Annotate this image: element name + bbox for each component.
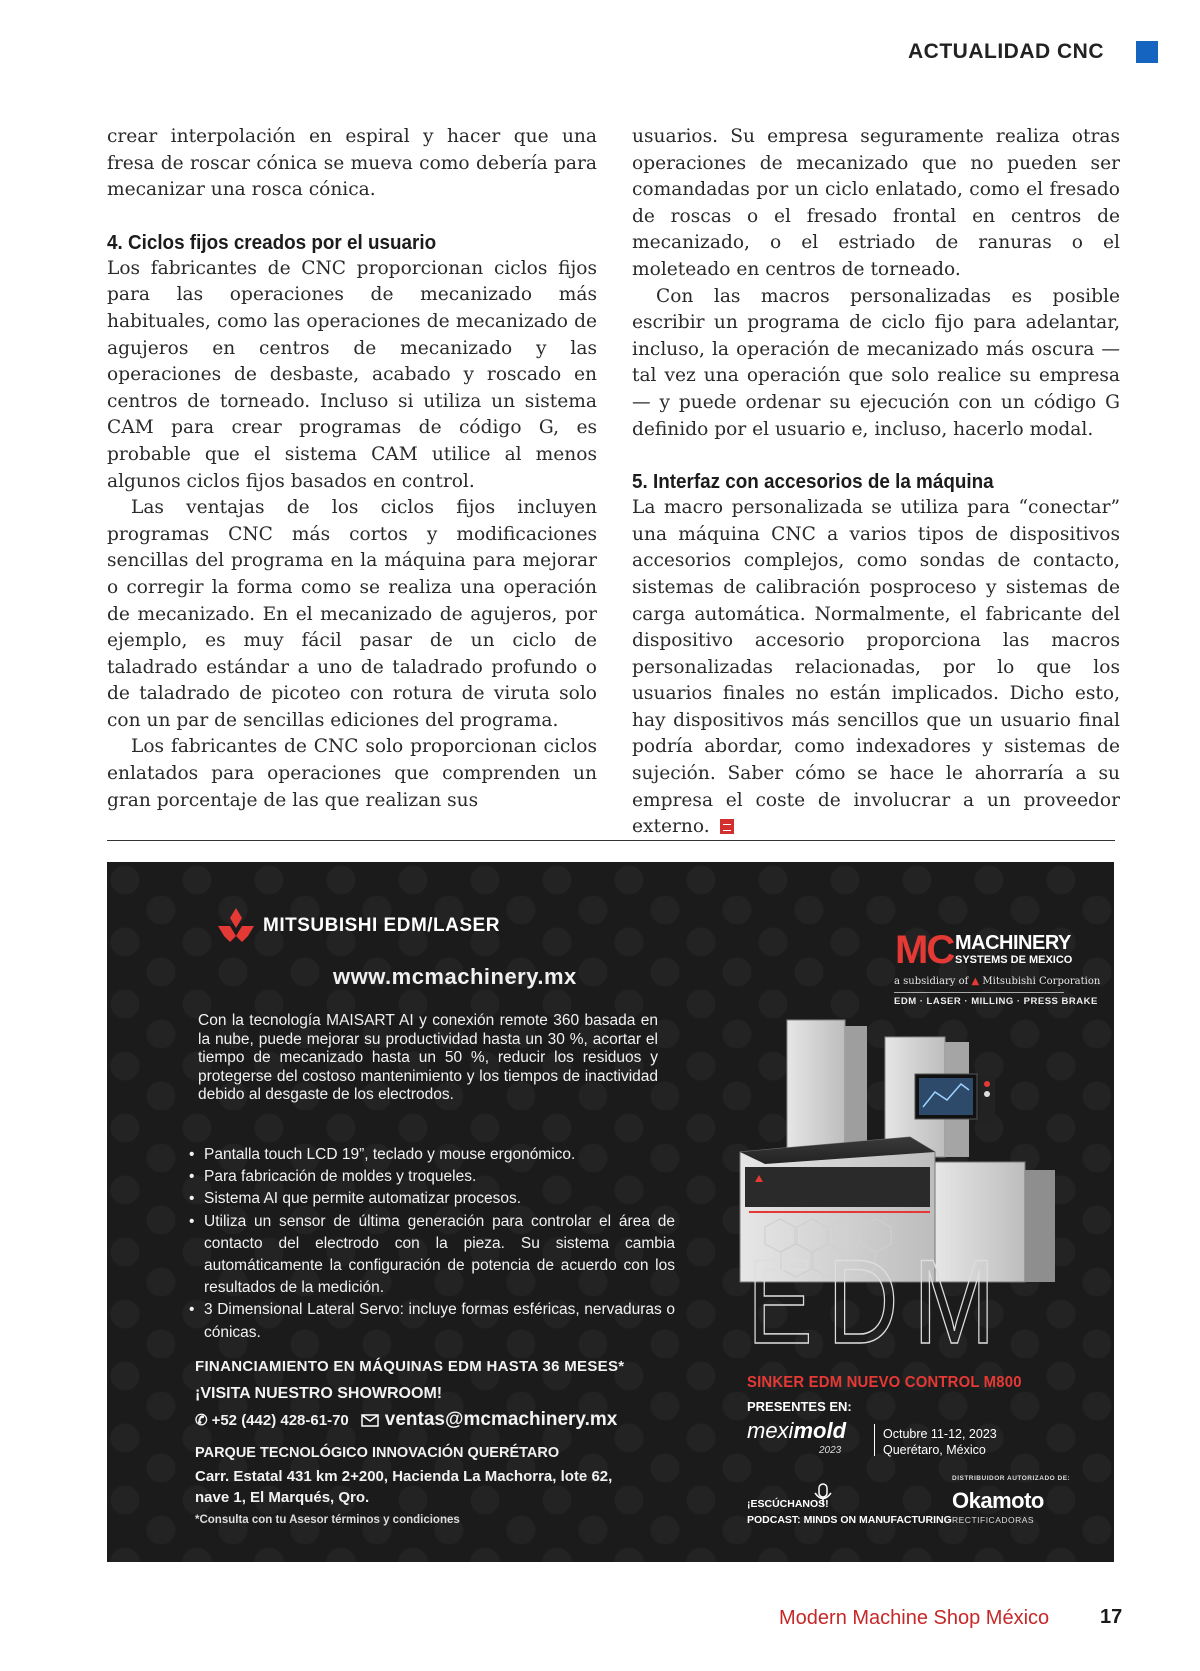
rectificadoras-text: RECTIFICADORAS	[952, 1515, 1035, 1525]
email-link[interactable]: ventas@mcmachinery.mx	[384, 1409, 618, 1430]
section-title: ACTUALIDAD CNC	[908, 40, 1104, 63]
edm-outline-text: EDM	[747, 1235, 1010, 1369]
list-item: • Utiliza un sensor de última generación para controlar el área de contacto del electrodo con la pieza. Su sistema cambia automáticamente la configuración de potencia de acuerdo con los resultados de la medición.	[204, 1211, 675, 1300]
mail-icon	[361, 1414, 379, 1427]
divider	[894, 992, 1064, 993]
mitsubishi-brand	[215, 908, 500, 944]
phone-number[interactable]: +52 (442) 428-61-70	[211, 1411, 349, 1429]
paragraph: crear interpolación en espiral y hacer que una fresa de roscar cónica se mueva como debería para mecanizar una rosca cónica.	[107, 126, 597, 201]
subsidiary-line	[894, 976, 1100, 987]
podcast-text: PODCAST: MINDS ON MANUFACTURING	[747, 1514, 952, 1526]
categories: EDM · LASER · MILLING · PRESS BRAKE	[894, 996, 1098, 1007]
website-link[interactable]: www.mcmachinery.mx	[333, 964, 577, 989]
mc-machinery-logo	[895, 928, 1073, 972]
subsidiary-name: Mitsubishi Corporation	[982, 976, 1101, 987]
subsidiary-prefix: a subsidiary of	[894, 976, 969, 987]
disclaimer: *Consulta con tu Asesor términos y condiciones	[195, 1514, 460, 1526]
address	[195, 1466, 612, 1508]
distributor-label: DISTRIBUIDOR AUTORIZADO DE:	[952, 1475, 1071, 1482]
left-column	[107, 124, 597, 814]
heading-section-5: 5. Interfaz con accesorios de la máquina	[632, 470, 994, 494]
ad-intro: Con la tecnología MAISART AI y conexión remote 360 basada en la nube, puede mejorar su productividad hasta un 30 %, acortar el tiempo de mecanizado hasta un 50 %, reducir los residuos y protegerse del costoso mantenimiento y los tiempos de inactividad debido al desgaste de los electrodos.	[198, 1012, 658, 1103]
list-item: • Sistema AI que permite automatizar procesos.	[204, 1188, 675, 1210]
phone-icon: ✆	[195, 1412, 208, 1429]
advertisement	[107, 862, 1114, 1562]
paragraph-final	[632, 495, 1120, 841]
presentes-text: PRESENTES EN:	[747, 1399, 852, 1414]
right-column	[632, 124, 1120, 841]
meximold-mexi: mexi	[747, 1418, 794, 1443]
mitsubishi-small-icon: ▲	[971, 976, 980, 987]
event-info	[883, 1426, 997, 1458]
heading-section-4: 4. Ciclos fijos creados por el usuario	[107, 230, 437, 254]
feature-list	[187, 1144, 675, 1344]
showroom-text: ¡VISITA NUESTRO SHOWROOM!	[195, 1385, 443, 1402]
list-item: • Para fabricación de moldes y troqueles.	[204, 1166, 675, 1188]
paragraph: Con las macros personalizadas es posible escribir un programa de ciclo fijo para adelantar, incluso, la operación de mecanizado más oscura —tal vez una operación que solo realice su empresa— y puede ordenar su ejecución con un código G definido por el usuario e, incluso, hacerlo modal.	[632, 285, 1120, 440]
divider	[874, 1424, 875, 1456]
divider	[107, 840, 1115, 841]
list-item: • Pantalla touch LCD 19”, teclado y mouse ergonómico.	[204, 1144, 675, 1166]
address-line: nave 1, El Marqués, Qro.	[195, 1489, 370, 1506]
list-item: • 3 Dimensional Lateral Servo: incluye formas esféricas, nervaduras o cónicas.	[204, 1299, 675, 1343]
mc-letters: MC	[895, 928, 954, 972]
article-end-icon	[720, 819, 734, 834]
meximold-year: 2023	[819, 1445, 842, 1456]
paragraph: Las ventajas de los ciclos fijos incluyen programas CNC más cortos y modificaciones sencillas del programa en la máquina para mejorar o corregir la forma como se realiza una operación de mecanizado. En el mecanizado de agujeros, por ejemplo, es muy fácil pasar de un ciclo de taladrado estándar a uno de taladrado profundo o de taladrado de picoteo con rotura de viruta solo con un par de sencillas ediciones del programa.	[107, 497, 597, 731]
sinker-edm-text: SINKER EDM NUEVO CONTROL M800	[747, 1374, 1022, 1391]
meximold-logo	[747, 1418, 846, 1444]
park-name: PARQUE TECNOLÓGICO INNOVACIÓN QUERÉTARO	[195, 1445, 560, 1461]
paragraph-text: La macro personalizada se utiliza para “conectar” una máquina CNC a varios tipos de dispositivos accesorios complejos, como sondas de contacto, sistemas de calibración posproceso y sistemas de carga automática. Normalmente, el fabricante del dispositivo accesorio proporciona las macros personalizadas relacionadas, por lo que los usuarios finales no están implicados. Dicho esto, hay dispositivos más sencillos que un usuario final podría abordar, como indexadores y sistemas de sujeción. Saber cómo se hace le ahorraría a su empresa el coste de involucrar a un proveedor externo.	[632, 497, 1120, 838]
paragraph: Los fabricantes de CNC solo proporcionan ciclos enlatados para operaciones que comprenden un gran porcentaje de las que realizan sus	[107, 736, 597, 811]
address-line: Carr. Estatal 431 km 2+200, Hacienda La Machorra, lote 62,	[195, 1468, 613, 1485]
mc-systems-text: SYSTEMS DE MEXICO	[955, 954, 1073, 966]
paragraph: usuarios. Su empresa seguramente realiza otras operaciones de mecanizado que no pueden ser comandadas por un ciclo enlatado, como el fresado de roscas o el fresado frontal en centros de mecanizado, o el estriado de ranuras o el moleteado en centros de torneado.	[632, 126, 1120, 280]
mitsubishi-diamonds-icon	[215, 908, 257, 944]
page-number: 17	[1100, 1606, 1123, 1628]
section-header	[908, 40, 1158, 64]
mc-machinery-text: MACHINERY	[955, 932, 1071, 954]
meximold-mold: mold	[793, 1418, 847, 1443]
paragraph: Los fabricantes de CNC proporcionan ciclos fijos para las operaciones de mecanizado más habituales, como las operaciones de mecanizado de agujeros en centros de mecanizado y las operaciones de desbaste, acabado y roscado en centros de torneado. Incluso si utiliza un sistema CAM para crear programas de código G, es probable que el sistema CAM utilice al menos algunos ciclos fijos basados en control.	[107, 257, 597, 492]
listen-text: ¡ESCÚCHANOS!	[747, 1498, 829, 1510]
publication-name: Modern Machine Shop México	[779, 1607, 1050, 1629]
event-place: Querétaro, México	[883, 1443, 986, 1457]
okamoto-logo: Okamoto	[952, 1488, 1044, 1513]
section-square-icon	[1136, 41, 1158, 63]
financing-text: FINANCIAMIENTO EN MÁQUINAS EDM HASTA 36 MESES*	[195, 1358, 625, 1375]
brand-text: MITSUBISHI EDM/LASER	[263, 915, 500, 936]
contact-line	[195, 1409, 617, 1431]
event-date: Octubre 11-12, 2023	[883, 1427, 997, 1441]
